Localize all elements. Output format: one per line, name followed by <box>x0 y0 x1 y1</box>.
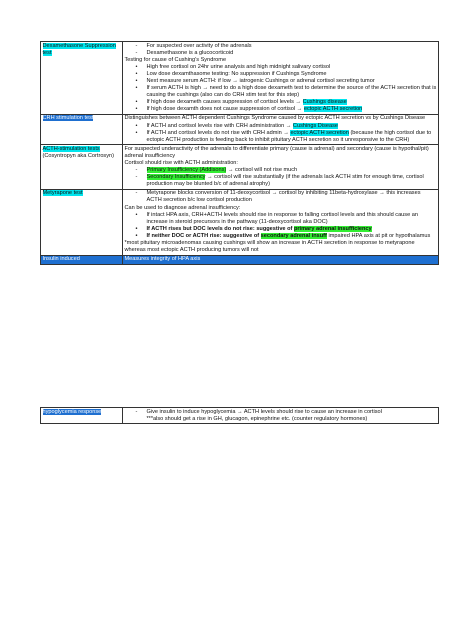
mety-bullet-item: • If intact HPA axis, CRH+ACTH levels should rise in response to falling cortisol levels and this should cause an increase in steroid precursors in the pathway (11-deoxycortisol aka DOC) <box>125 212 437 226</box>
dex-bullet-item <box>125 106 437 113</box>
acth-stim-content-cell <box>123 145 439 190</box>
acth-stim-label: ACTH-stimulation tests <box>42 145 100 152</box>
primary-adrenal-insufficiency-highlight: primary adrenal insufficiency <box>293 225 372 232</box>
dexamethasone-dash-list <box>125 43 437 57</box>
dex-heading: Testing for cause of Cushing’s Syndrome <box>124 56 227 63</box>
metyrapone-label-cell <box>41 189 123 255</box>
hypo-d2: ***also should get a rise in GH, glucagon, epinephrine etc. (counter regulatory hormones) <box>146 415 368 422</box>
mety-bullet-item <box>125 226 437 233</box>
hypo-d1: Give insulin to induce hypoglycemia → ACTH levels should rise to cause an increase in cortisol <box>146 408 382 415</box>
dexamethasone-row <box>41 42 439 115</box>
endocrine-tests-table <box>40 41 439 265</box>
mety-note: *most pituitary microadenomas causing cushings will show an increase in ACTH secretion in response to metyrapone whereas most ectopic ACTH producing tumors will not <box>124 240 415 254</box>
crh-content-cell <box>123 114 439 144</box>
insulin-label: Insulin induced <box>42 256 80 263</box>
acth-dash-item <box>125 167 437 174</box>
dex-bullet-item: • Next measure serum ACTH: if low → iatrogenic Cushings or adrenal cortisol secreting tumor <box>125 78 437 85</box>
dex-dash-item: - For suspected over activity of the adrenals <box>125 43 437 50</box>
acth-stim-row <box>41 145 439 190</box>
mety-dash-item: - Metyrapone blocks conversion of 11-deoxycortisol → cortisol by inhibiting 11beta-hydroxylase → this increases ACTH secretion b/c low cortisol production <box>125 190 437 204</box>
crh-row <box>41 114 439 144</box>
metyrapone-bullet-list <box>125 212 437 240</box>
acth-d2-text: → cortisol will rise substantially (if the adrenals lack ACTH stim for enough time, cortisol production may be blunted b/c of adrenal atrophy) <box>146 174 424 188</box>
crh-description: Distinguishes between ACTH dependent Cushings Syndrome caused by ectopic ACTH secretion vs by Cushings Disease <box>124 115 426 122</box>
crh-label-cell <box>41 114 123 144</box>
cushings-disease-highlight: Cushings disease <box>302 99 347 106</box>
acth-dash-item <box>125 174 437 188</box>
acth-d1-text: → cortisol will not rise much <box>226 167 298 174</box>
dex-dash-item: - Dexamethasone is a glucocorticoid <box>125 50 437 57</box>
dex-b5-text: If high dose dexameth causes suppression of cortisol levels → <box>146 99 303 106</box>
hypoglycemia-label: hypoglycemia response <box>42 408 102 415</box>
insulin-content-cell <box>123 255 439 264</box>
dex-b6-text: If high dose dexamth does not cause suppression of cortisol → <box>146 106 304 113</box>
primary-insufficiency-highlight: Primary Insufficiency (Addisons) <box>146 167 227 174</box>
metyrapone-label: Metyrapone test <box>42 190 83 197</box>
hypoglycemia-label-cell <box>41 408 123 424</box>
acth-stim-label-cell <box>41 145 123 190</box>
acth-cortisol-line: Cortisol should rise with ACTH administration: <box>124 160 238 166</box>
mety-diagnose-line: Can be used to diagnose adrenal insufficiency: <box>124 204 241 211</box>
hypoglycemia-content-cell <box>123 408 439 424</box>
ectopic-acth-highlight: ectopic ACTH secretion <box>303 106 363 113</box>
acth-description: For suspected underactivity of the adrenals to differentiate primary (cause is adrenal) and secondary (cause is hypothal/pit) adrenal insufficiency <box>124 145 429 159</box>
secondary-insufficiency-highlight: Secondary Insufficiency <box>146 174 206 181</box>
crh-cushings-highlight: Cushings Disease <box>292 122 339 129</box>
metyrapone-row <box>41 189 439 255</box>
hypoglycemia-table <box>40 407 439 424</box>
mety-b3-tail: impaired HPA axis at pit or hypothalamus <box>326 232 431 239</box>
insulin-row <box>41 255 439 264</box>
dex-bullet-item: • If serum ACTH is high → need to do a high dose dexameth test to determine the source of the ACTH secretion that is causing the cushings (also can do CRH stim test for this step) <box>125 85 437 99</box>
dexamethasone-bullet-list <box>125 64 437 114</box>
crh-b1-text: If ACTH and cortisol levels rise with CRH administration → <box>146 122 293 129</box>
crh-label: CRH stimulation test <box>42 115 94 122</box>
secondary-adrenal-insuff-highlight: secondary adrenal insuff <box>260 232 327 239</box>
metyrapone-content-cell <box>123 189 439 255</box>
dex-bullet-item: • High free cortisol on 24hr urine analysis and high midnight salivary cortisol <box>125 64 437 71</box>
crh-b2-text: If ACTH and cortisol levels do not rise with CRH admin → <box>146 129 291 136</box>
mety-bullet-item <box>125 233 437 240</box>
crh-bullet-item <box>125 130 437 144</box>
crh-b2-tail: (because the high cortisol due to ectopic ACTH production is feeding back to inhibit pituitary ACTH secretion so it unresponsive to the CRH) <box>146 129 432 143</box>
dex-bullet-item: • Low dose dexamthasome testing: No suppression if Cushings Syndrome <box>125 71 437 78</box>
insulin-label-cell <box>41 255 123 264</box>
crh-bullet-item <box>125 123 437 130</box>
dexamethasone-label: Dexamethasone Suppression test <box>42 42 116 56</box>
dexamethasone-label-cell <box>41 42 123 115</box>
mety-b3-text: If neither DOC or ACTH rise: suggestive of <box>146 232 261 239</box>
dex-bullet-item <box>125 99 437 106</box>
acth-dash-list <box>125 167 437 188</box>
mety-b2-text: If ACTH rises but DOC levels do not rise: suggestive of <box>146 225 294 232</box>
hypoglycemia-dash-item <box>125 409 437 423</box>
crh-bullet-list <box>125 123 437 144</box>
acth-stim-sublabel: (Cosyntropyn aka Cortrosyn) <box>42 152 115 159</box>
insulin-description: Measures integrity of HPA axis <box>124 256 201 263</box>
hypoglycemia-dash-list <box>125 409 437 423</box>
metyrapone-dash-list <box>125 190 437 204</box>
crh-ectopic-highlight: ectopic ACTH secretion <box>290 129 349 136</box>
dexamethasone-content-cell <box>123 42 439 115</box>
hypoglycemia-row <box>41 408 439 424</box>
